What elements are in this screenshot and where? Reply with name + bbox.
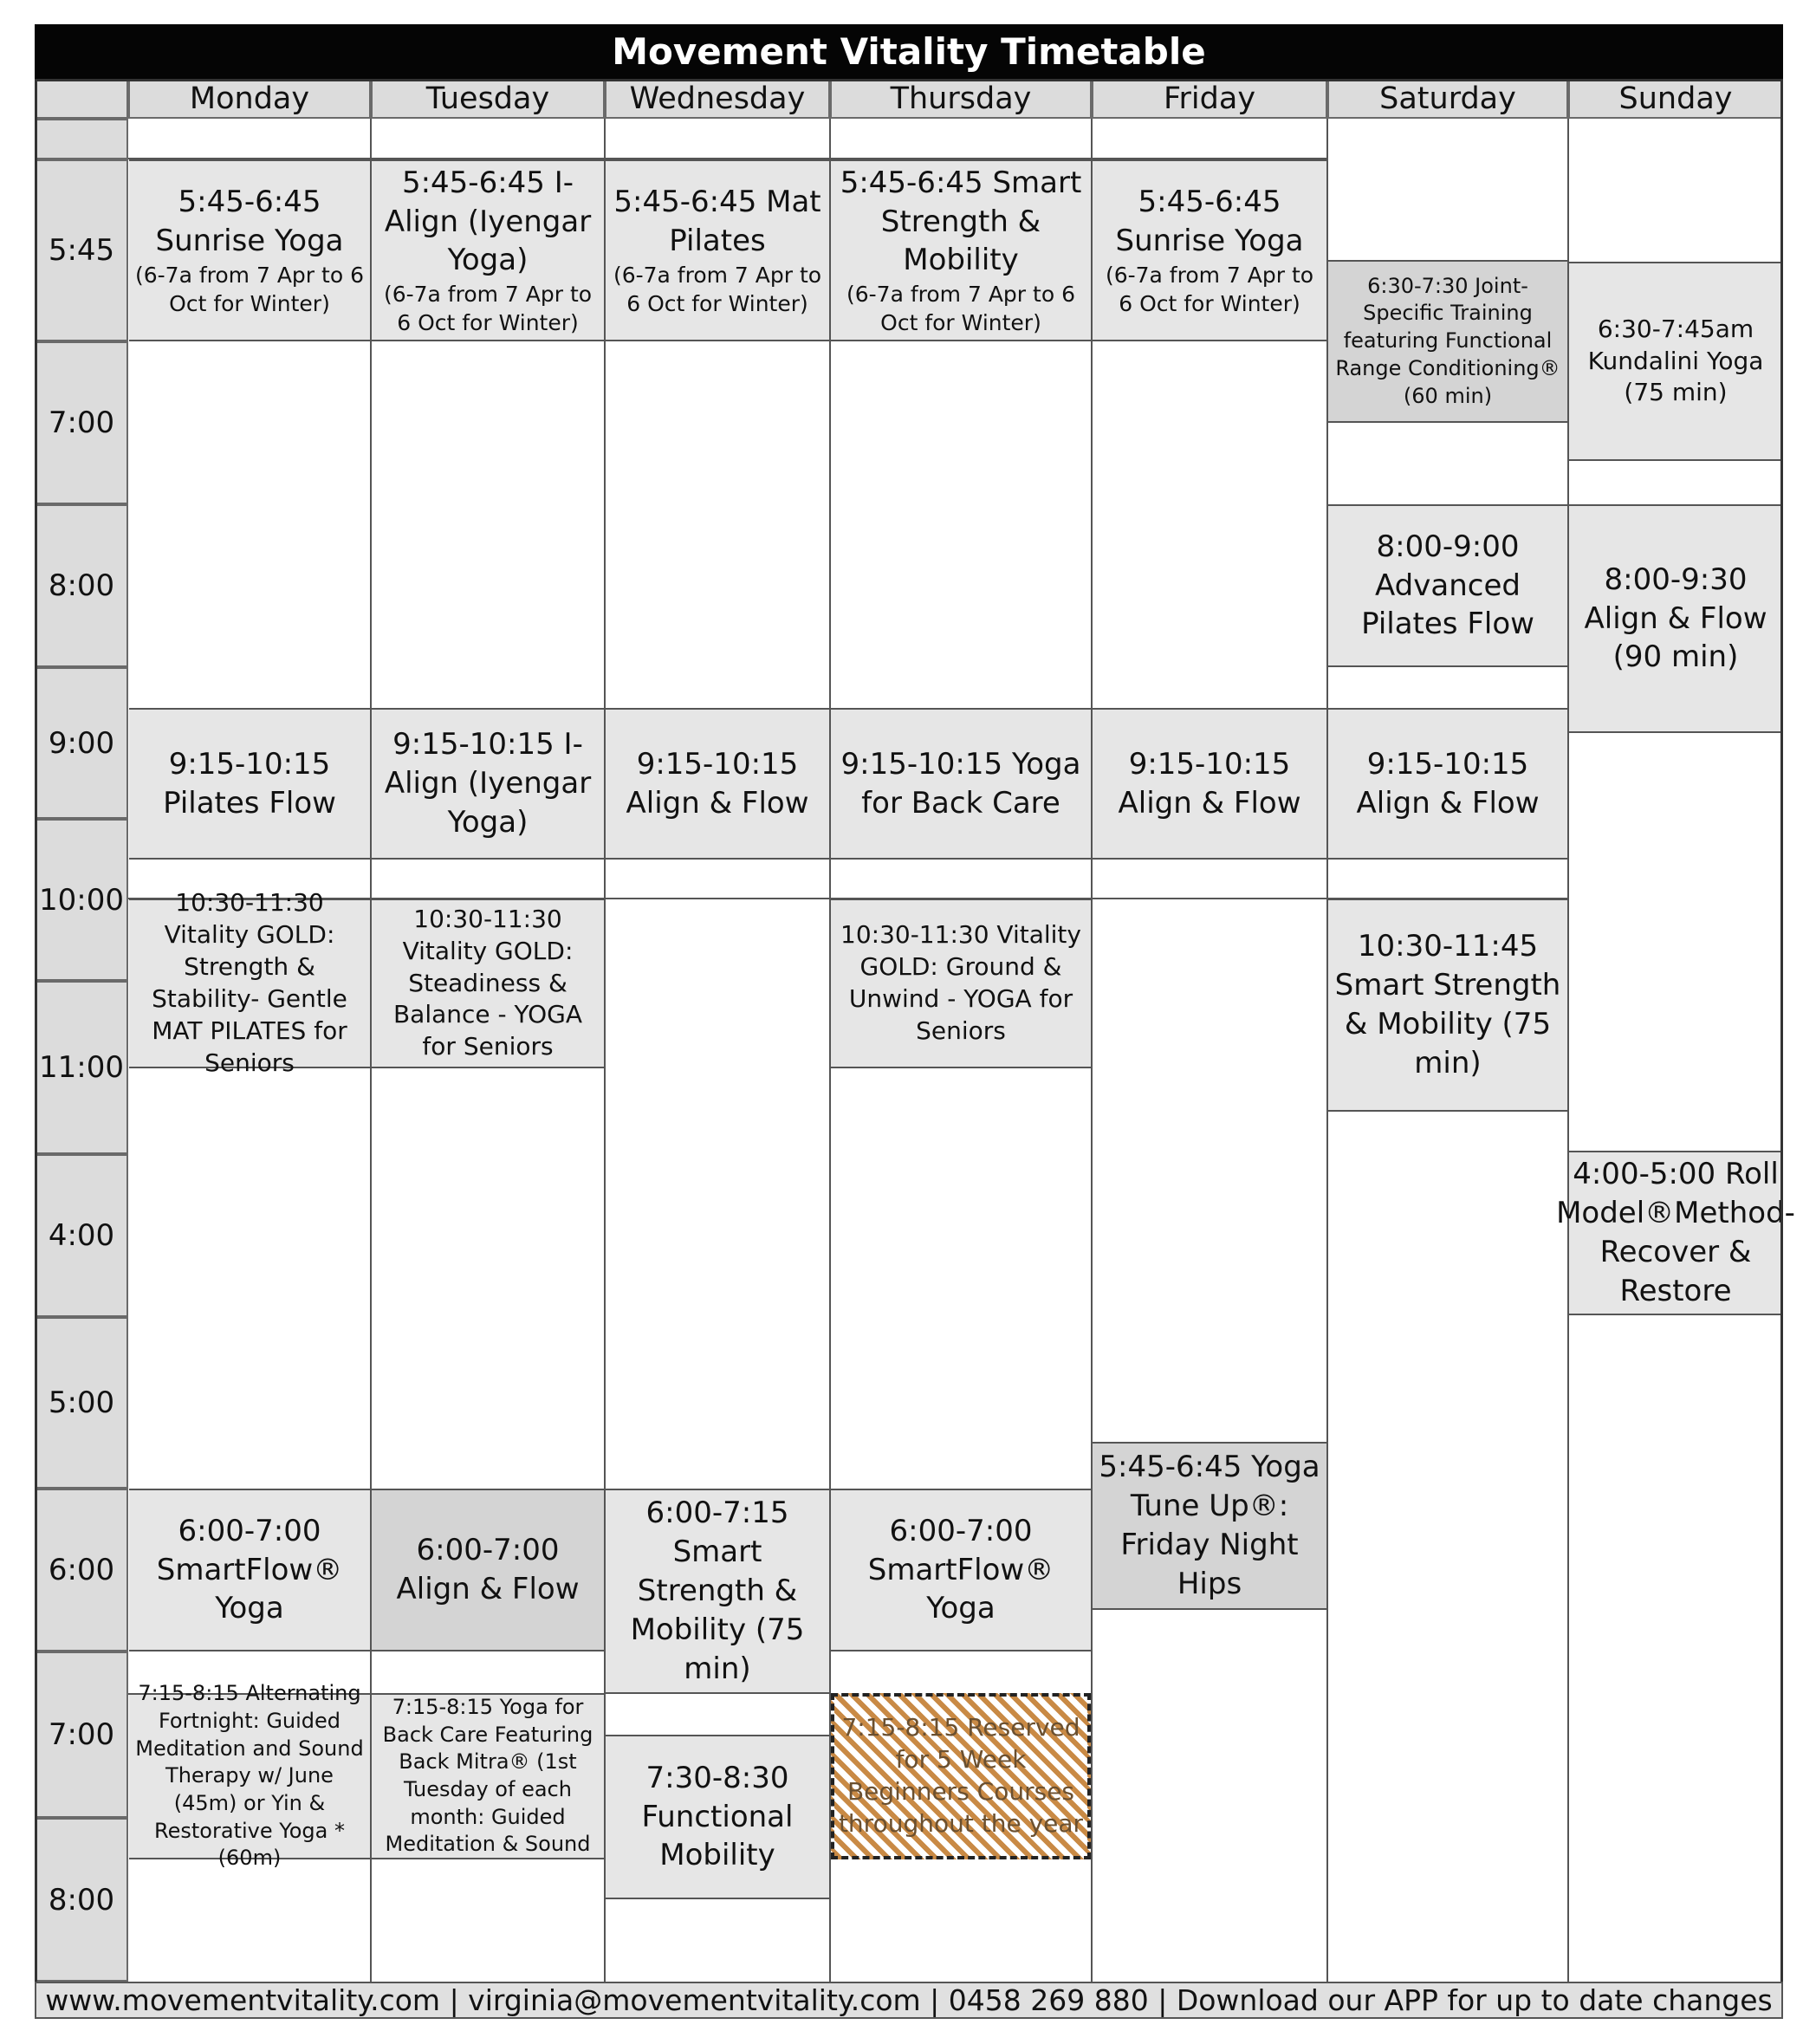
- class-title: 10:30-11:30 Vitality GOLD: Steadiness & Balance - YOGA for Seniors: [392, 904, 583, 1061]
- class-block[interactable]: [606, 1735, 829, 1899]
- class-title: 6:30-7:45am Kundalini Yoga (75 min): [1587, 314, 1764, 407]
- class-block[interactable]: [831, 159, 1091, 341]
- class-block[interactable]: [1093, 159, 1326, 341]
- time-cell: 6:00: [35, 1489, 128, 1651]
- class-title: 7:30-8:30 Functional Mobility: [641, 1760, 794, 1873]
- class-title: 8:00-9:30 Align & Flow (90 min): [1584, 561, 1767, 675]
- class-note: (6-7a from 7 Apr to 6 Oct for Winter): [383, 282, 593, 336]
- day-header-monday: Monday: [128, 79, 371, 119]
- day-header-saturday: Saturday: [1327, 79, 1568, 119]
- class-block[interactable]: [1328, 708, 1567, 860]
- day-header-friday: Friday: [1092, 79, 1327, 119]
- class-block[interactable]: [129, 1681, 370, 1871]
- class-title: 6:00-7:00 SmartFlow® Yoga: [867, 1513, 1054, 1626]
- time-cell-blank: [35, 119, 128, 159]
- class-note: (6-7a from 7 Apr to 6 Oct for Winter): [1105, 262, 1314, 316]
- class-note: (6-7a from 7 Apr to 6 Oct for Winter): [846, 282, 1075, 336]
- class-block[interactable]: [372, 1693, 604, 1859]
- class-block[interactable]: [372, 159, 604, 341]
- class-title: 9:15-10:15 I-Align (Iyengar Yoga): [384, 727, 592, 840]
- class-title: 8:00-9:00 Advanced Pilates Flow: [1361, 529, 1534, 642]
- class-note: (6-7a from 7 Apr to 6 Oct for Winter): [613, 262, 822, 316]
- class-title: 9:15-10:15 Align & Flow: [1356, 746, 1540, 821]
- class-title: 9:15-10:15 Align & Flow: [1118, 746, 1301, 821]
- class-block[interactable]: [372, 708, 604, 860]
- class-block[interactable]: [1569, 504, 1782, 733]
- time-cell: 11:00: [35, 981, 128, 1154]
- time-cell: 5:00: [35, 1317, 128, 1489]
- time-cell: 4:00: [35, 1154, 128, 1317]
- class-title: 6:00-7:00 SmartFlow® Yoga: [156, 1513, 343, 1626]
- class-block[interactable]: [1328, 504, 1567, 667]
- time-cell: 8:00: [35, 1818, 128, 1982]
- class-title: 4:00-5:00 Roll Model®Method- Recover & Restore: [1556, 1157, 1795, 1308]
- page-title: Movement Vitality Timetable: [35, 24, 1783, 79]
- class-block[interactable]: [1093, 708, 1326, 860]
- class-note: (6-7a from 7 Apr to 6 Oct for Winter): [135, 262, 364, 316]
- time-cell: 9:00: [35, 667, 128, 819]
- class-block[interactable]: [129, 888, 370, 1077]
- class-block[interactable]: [606, 1489, 829, 1694]
- day-header-sunday: Sunday: [1568, 79, 1783, 119]
- class-title: 9:15-10:15 Pilates Flow: [163, 746, 336, 821]
- time-cell: 10:00: [35, 819, 128, 981]
- class-block[interactable]: [372, 1489, 604, 1651]
- column-divider: [604, 119, 606, 1982]
- class-block[interactable]: [129, 1489, 370, 1651]
- class-title: 6:30-7:30 Joint-Specific Training featuring Functional Range Conditioning® (60 min): [1335, 273, 1560, 408]
- footer-contact: www.movementvitality.com | virginia@movementvitality.com | 0458 269 880 | Download our APP for up to date changes: [35, 1982, 1783, 2019]
- blank-row: [128, 119, 1327, 159]
- class-block[interactable]: [831, 899, 1091, 1068]
- class-title: 5:45-6:45 Sunrise Yoga: [155, 185, 344, 258]
- class-block[interactable]: [1556, 1151, 1795, 1315]
- class-title: 7:15-8:15 Alternating Fortnight: Guided Meditation and Sound Therapy w/ June (45m) or Yin & Restorative Yoga *(60m): [135, 1681, 364, 1871]
- day-header-tuesday: Tuesday: [371, 79, 605, 119]
- class-block[interactable]: [1569, 262, 1782, 461]
- class-block[interactable]: [129, 708, 370, 860]
- class-block[interactable]: [606, 708, 829, 860]
- reserved-block[interactable]: [831, 1693, 1091, 1859]
- class-block[interactable]: [1328, 899, 1567, 1112]
- class-title: 6:00-7:00 Align & Flow: [396, 1533, 580, 1606]
- time-cell: 5:45: [35, 159, 128, 341]
- class-title: 10:30-11:30 Vitality GOLD: Strength & Stability- Gentle MAT PILATES for Seniors: [152, 888, 347, 1077]
- class-title: 6:00-7:15 Smart Strength & Mobility (75 min): [630, 1496, 805, 1686]
- class-title: 7:15-8:15 Yoga for Back Care Featuring Back Mitra® (1st Tuesday of each month: Guided Meditation & Sound: [382, 1694, 593, 1857]
- class-block[interactable]: [129, 159, 370, 341]
- class-block[interactable]: [831, 1489, 1091, 1651]
- class-title: 9:15-10:15 Yoga for Back Care: [840, 746, 1081, 821]
- class-title: 5:45-6:45 Sunrise Yoga: [1115, 185, 1304, 258]
- class-title: 5:45-6:45 I-Align (Iyengar Yoga): [384, 165, 592, 278]
- column-divider: [1091, 119, 1093, 1982]
- class-title: 5:45-6:45 Yoga Tune Up®: Friday Night Hips: [1099, 1450, 1320, 1601]
- class-title: 10:30-11:30 Vitality GOLD: Ground & Unwind - YOGA for Seniors: [840, 920, 1081, 1045]
- class-block[interactable]: [1328, 260, 1567, 423]
- class-title: 5:45-6:45 Mat Pilates: [613, 185, 821, 258]
- day-header-wednesday: Wednesday: [605, 79, 830, 119]
- corner-cell: [35, 79, 128, 119]
- class-block[interactable]: [831, 708, 1091, 860]
- class-block[interactable]: [606, 159, 829, 341]
- class-block[interactable]: [372, 899, 604, 1068]
- class-title: 7:15-8:15 Reserved for 5 Week Beginners Courses throughout the year: [838, 1713, 1084, 1838]
- day-header-thursday: Thursday: [830, 79, 1092, 119]
- time-cell: 8:00: [35, 504, 128, 667]
- class-title: 10:30-11:45 Smart Strength & Mobility (75 min): [1334, 929, 1561, 1080]
- time-cell: 7:00: [35, 341, 128, 504]
- class-title: 9:15-10:15 Align & Flow: [626, 746, 809, 821]
- class-block[interactable]: [1093, 1442, 1326, 1610]
- class-title: 5:45-6:45 Smart Strength & Mobility: [840, 165, 1082, 278]
- time-cell: 7:00: [35, 1651, 128, 1818]
